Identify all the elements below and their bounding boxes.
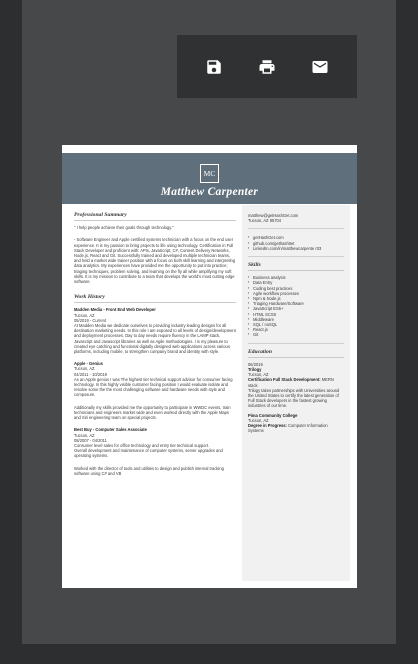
email-button[interactable] — [304, 51, 336, 83]
job-description: Worked with the director of tools and utilities to design and publish internal tracking software using C# and VB — [74, 465, 224, 476]
resume-document — [62, 145, 357, 588]
summary-title: Professional Summary — [74, 213, 236, 221]
education-location: Tucson, AZ — [248, 372, 269, 378]
job-dates: 04/2011 - 10/2019 — [74, 371, 107, 377]
skill-item: ▪ Triaging Hardware/Software — [248, 301, 344, 306]
skill-item: ▪ Coding best practices — [248, 286, 344, 291]
skill-item: ▪ Middleware — [248, 317, 344, 322]
skill-item: ▪ Data Entry — [248, 280, 344, 285]
mail-icon — [311, 58, 329, 76]
education-location: Tucson, AZ — [248, 417, 269, 423]
job-dates: 05/2019 - Current — [74, 317, 107, 323]
print-button[interactable] — [251, 51, 283, 83]
candidate-name: Matthew Carpenter — [160, 186, 259, 198]
links-list — [248, 235, 344, 251]
education-school: Pima Community College — [248, 412, 298, 418]
work-history-title: Work History — [74, 295, 236, 303]
education-entry — [248, 413, 344, 434]
job-description: Additionally my skills provided me the opportunity to participate in WWDC events, train technicians and engineers market wide and even worked directly with the Apple Maps and Siri engineering team on special projects. — [74, 404, 231, 421]
skill-item: ▪ Business analysis — [248, 275, 344, 280]
skill-item: ▪ React.js — [248, 327, 344, 332]
document-toolbar — [177, 35, 357, 98]
contact-location: Tucson, AZ 85704 — [248, 218, 282, 224]
job-entry — [74, 307, 236, 354]
resume-header — [62, 153, 357, 204]
print-icon — [258, 58, 276, 76]
skill-item: ▪ Npm & Node.js — [248, 296, 344, 301]
job-description: Consumer level sales for office technology and entry tier technical support. Overall development and maintenance of computer systems, server upgrades and operating systems. — [74, 442, 223, 459]
skill-item: ▪ JavaScript ES6+ — [248, 306, 344, 311]
monogram: MC — [200, 164, 219, 183]
education-title: Education — [248, 350, 344, 358]
job-title: Madden Media - Front End Web Developer — [74, 307, 156, 313]
save-button[interactable] — [198, 51, 230, 83]
summary-quote: " I help people achieve their goals through technology." — [74, 225, 174, 231]
skill-item: ▪ SQL / noSQL — [248, 322, 344, 327]
job-title: Apple - Genius — [74, 361, 103, 367]
job-title: Best Buy - Computer Sales Associate — [74, 427, 147, 433]
link-item: ▪ getHashGet.com — [248, 235, 344, 240]
link-item: ▪ LinkedIn.com/in/matthewcarpente r03 — [248, 246, 344, 251]
left-column — [74, 213, 236, 479]
summary-text: - Software Engineer and Apple certified systems technician with a focus on the end user experience. It is my passion to bring projects to life using technology. Certification in Full Stack Developer and proficient with: APIs, JavaScript, C#, Content Delivery Networks, Node.js, React and Git. Successfully trained and developed multiple technician teams, and held a market wide trainer position with a focus on both skill learning and interpreting data analytics. My experiences have provided me the opportunity to put into practice; triaging techniques, problem solving, and learning on the fly all while amplifying my soft skills. It is my mission to contribute to a team that develops the world's most cutting edge software. — [74, 237, 236, 285]
link-item: ▪ github.com/gethash0et — [248, 241, 344, 246]
job-description: As an Apple genius I was The highest tier technical support advisor for consumer facing technology. In this highly visible customer facing position I would evaluate isolate and resolve some the the most challenging software and hardware needs with style and composure. — [74, 376, 233, 398]
skill-item: ▪ Agile workflow processes — [248, 291, 344, 296]
skill-item: ▪ Git — [248, 332, 344, 337]
job-description: At Madden Media we dedicate ourselves to providing industry leading designs for all destination marketing needs. In this role I am exposed to all levels of design/development and deployment processes. Day to day needs require fluency in the LAMP stack, Javascript and Javascript libraries as well as Agile methodologies. I is my pleasure to created eye catching and functional digitally designed web applications across various platforms, including mobile, to strengthen company brand and identity with style. — [74, 323, 236, 355]
education-degree: Certification Full Stack Development: — [248, 377, 321, 383]
save-icon — [205, 58, 223, 76]
education-entry — [248, 362, 344, 409]
job-location: Tucson, AZ — [74, 312, 95, 318]
education-field: Computer Information Systems — [248, 423, 328, 434]
job-dates: 08/2007 - 04/2011 — [74, 437, 107, 443]
education-description: Trilogy takes partnerships with Universities around the United States to certify the latest generation of Full Stack developers in the fastest growing industries of our time. — [248, 387, 340, 409]
job-location: Tucson, AZ — [74, 432, 95, 438]
education-field: MERN stack — [248, 377, 334, 388]
job-location: Tucson, AZ — [74, 366, 95, 372]
skills-title: Skills — [248, 263, 344, 271]
job-entry — [74, 361, 236, 420]
skills-list — [248, 275, 344, 337]
education-date: 06/2019 — [248, 361, 263, 367]
skill-item: ▪ HTML SCSS — [248, 312, 344, 317]
education-school: Trilogy — [248, 367, 262, 373]
education-degree: Degree in Progress: — [248, 423, 287, 429]
job-entry — [74, 427, 236, 476]
contact-email: matthew@getHashGet.com — [248, 213, 299, 218]
right-column — [242, 205, 350, 581]
